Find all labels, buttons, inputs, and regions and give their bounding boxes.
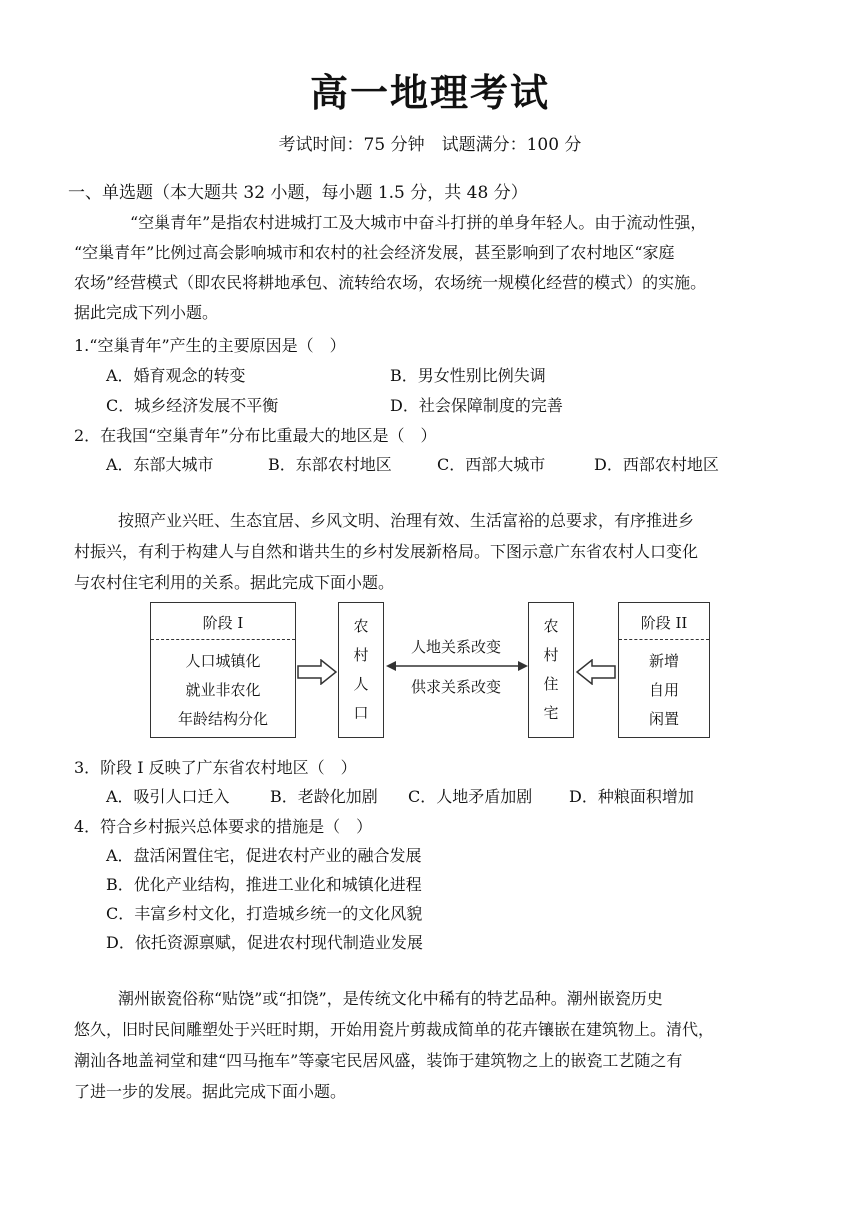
- rural-pop-char: 人: [353, 675, 369, 693]
- q4-option-b[interactable]: B．优化产业结构，推进工业化和城镇化进程: [106, 875, 422, 894]
- stage1-box: [150, 602, 296, 738]
- q4-option-c[interactable]: C．丰富乡村文化，打造城乡统一的文化风貌: [106, 904, 423, 923]
- q1-stem: 1.“空巢青年”产生的主要原因是（ ）: [74, 336, 346, 355]
- stage1-item: 年龄结构分化: [177, 710, 268, 728]
- stage1-title: 阶段 I: [202, 614, 244, 632]
- stage2-item: 新增: [648, 652, 679, 670]
- rural-house-char: 宅: [543, 704, 559, 722]
- stage2-box: [618, 602, 710, 738]
- passage3-line: 潮州嵌瓷俗称“贴饶”或“扣饶”，是传统文化中稀有的特艺品种。潮州嵌瓷历史: [118, 989, 663, 1008]
- passage1-line: “空巢青年”比例过高会影响城市和农村的社会经济发展，甚至影响到了农村地区“家庭: [74, 243, 675, 262]
- q1-option-b[interactable]: B．男女性别比例失调: [390, 366, 546, 385]
- passage1-line: “空巢青年”是指农村进城打工及大城市中奋斗打拼的单身年轻人。由于流动性强，: [130, 213, 707, 232]
- q3-option-c[interactable]: C．人地矛盾加剧: [408, 787, 533, 806]
- q1-option-a[interactable]: A．婚育观念的转变: [106, 366, 246, 385]
- q2-option-d[interactable]: D．西部农村地区: [594, 455, 719, 474]
- rural-house-char: 农: [543, 617, 559, 635]
- relation-bottom-label: 供求关系改变: [410, 678, 501, 696]
- relation-top-label: 人地关系改变: [410, 638, 501, 656]
- rural-pop-char: 农: [353, 617, 369, 635]
- q3-stem: 3．阶段 I 反映了广东省农村地区（ ）: [74, 758, 357, 777]
- q1-option-c[interactable]: C．城乡经济发展不平衡: [106, 396, 279, 415]
- q3-option-d[interactable]: D．种粮面积增加: [569, 787, 694, 806]
- exam-subtitle: 考试时间：75 分钟 试题满分：100 分: [278, 135, 582, 155]
- rural-diagram: [150, 602, 710, 740]
- rural-housing-box: [528, 602, 574, 738]
- q2-stem: 2．在我国“空巢青年”分布比重最大的地区是（ ）: [74, 426, 437, 445]
- exam-title: 高一地理考试: [309, 71, 550, 115]
- passage1-line: 农场”经营模式（即农民将耕地承包、流转给农场，农场统一规模化经营的模式）的实施。: [74, 273, 707, 292]
- section-heading: 一、单选题（本大题共 32 小题，每小题 1.5 分，共 48 分）: [68, 183, 528, 203]
- stage1-item: 人口城镇化: [185, 652, 261, 670]
- arrow-right-icon: [297, 659, 337, 685]
- q2-option-a[interactable]: A．东部大城市: [106, 455, 214, 474]
- stage2-title: 阶段 II: [640, 614, 688, 632]
- rural-house-char: 村: [543, 646, 559, 664]
- q1-option-d[interactable]: D．社会保障制度的完善: [390, 396, 563, 415]
- q4-option-d[interactable]: D．依托资源禀赋，促进农村现代制造业发展: [106, 933, 423, 952]
- q3-option-a[interactable]: A．吸引人口迁入: [106, 787, 230, 806]
- q3-option-b[interactable]: B．老龄化加剧: [270, 787, 378, 806]
- passage3-line: 悠久，旧时民间雕塑处于兴旺时期，开始用瓷片剪裁成简单的花卉镶嵌在建筑物上。清代，: [74, 1020, 715, 1039]
- passage3-line: 潮汕各地盖祠堂和建“四马拖车”等豪宅民居风盛，装饰于建筑物之上的嵌瓷工艺随之有: [74, 1051, 683, 1070]
- stage1-item: 就业非农化: [185, 681, 261, 699]
- passage3-line: 了进一步的发展。据此完成下面小题。: [74, 1082, 347, 1101]
- q4-stem: 4．符合乡村振兴总体要求的措施是（ ）: [74, 817, 373, 836]
- rural-pop-char: 村: [353, 646, 369, 664]
- stage2-item: 自用: [648, 681, 679, 699]
- q2-option-c[interactable]: C．西部大城市: [437, 455, 546, 474]
- passage1-line: 据此完成下列小题。: [74, 303, 219, 322]
- rural-house-char: 住: [543, 675, 559, 693]
- stage2-item: 闲置: [648, 710, 679, 728]
- double-arrow-icon: [386, 659, 528, 673]
- rural-pop-char: 口: [353, 704, 369, 722]
- q2-option-b[interactable]: B．东部农村地区: [268, 455, 392, 474]
- rural-population-box: [338, 602, 384, 738]
- stage1-divider: [151, 639, 295, 640]
- passage2-line: 按照产业兴旺、生态宜居、乡风文明、治理有效、生活富裕的总要求，有序推进乡: [118, 511, 695, 530]
- q4-option-a[interactable]: A．盘活闲置住宅，促进农村产业的融合发展: [106, 846, 422, 865]
- stage2-divider: [619, 639, 709, 640]
- arrow-left-icon: [576, 659, 616, 685]
- passage2-line: 村振兴，有利于构建人与自然和谐共生的乡村发展新格局。下图示意广东省农村人口变化: [74, 542, 699, 561]
- passage2-line: 与农村住宅利用的关系。据此完成下面小题。: [74, 573, 395, 592]
